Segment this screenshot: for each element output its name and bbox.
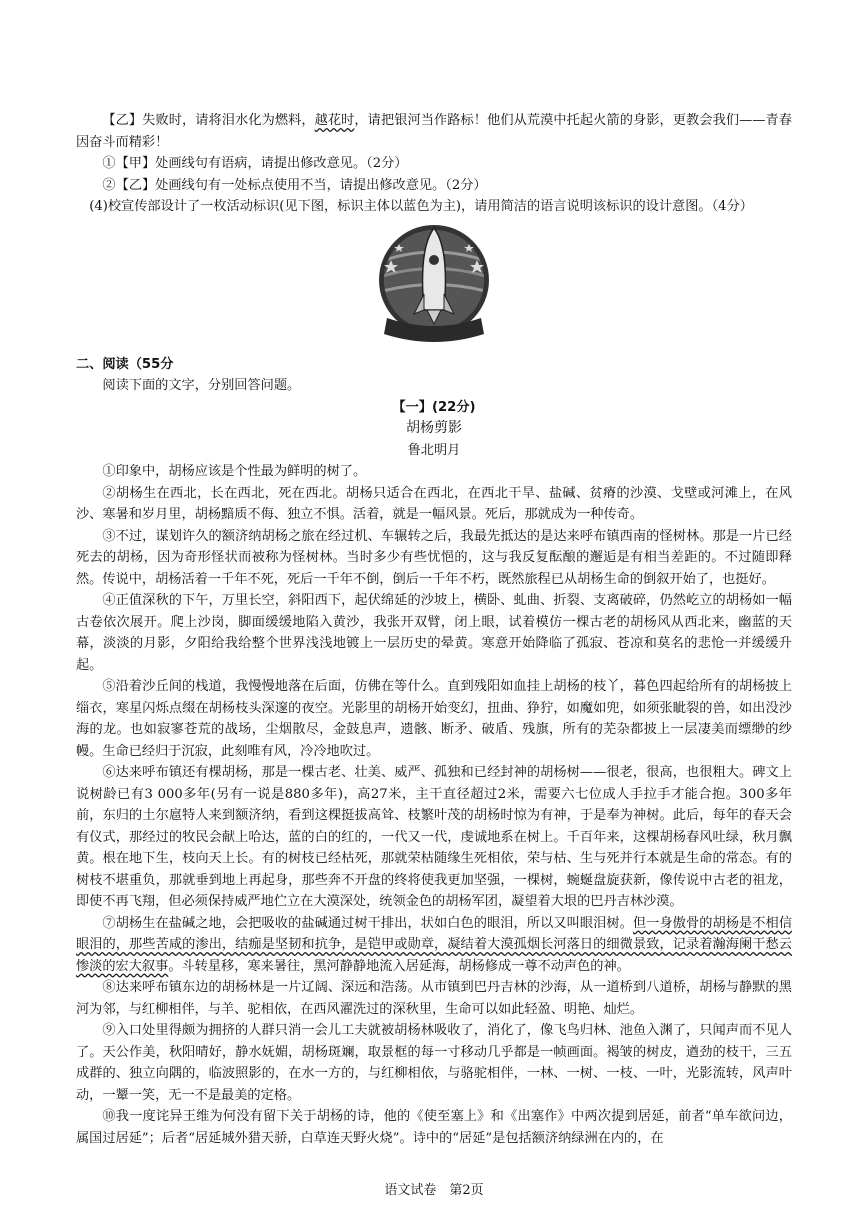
part-label: 【一】(22分) <box>392 399 476 415</box>
p7-wavy: 但一身傲骨的胡杨是不相信眼泪的，那些苦咸的渗出，结痂是坚韧和抗争，是铠甲或勋章，凝结着大漠孤烟长河落日的细微景致，记录着瀚海阑干愁云惨淡的宏大叙事 <box>76 915 793 974</box>
logo-container <box>76 222 792 350</box>
intro-paragraph <box>76 110 792 153</box>
paragraph-8: ⑧达来呼布镇东边的胡杨林是一片辽阔、深远和浩荡。从市镇到巴丹吉林的沙海，从一道桥到八道桥，胡杨与静默的黑河为邻，与红柳相伴，与羊、驼相依，在西风濯洗过的深秋里，生命可以如此轻盈、明艳、灿烂。 <box>76 980 792 1017</box>
article-author: 鲁北明月 <box>407 442 461 458</box>
paragraph-4: ④正值深秋的下午，万里长空，斜阳西下，起伏绵延的沙坡上，横卧、虬曲、折裂、支离破碎，仍然屹立的胡杨如一幅古卷依次展开。爬上沙岗，脚面缓缓地陷入黄沙，我张开双臂，闭上眼，试着模仿一棵古老的胡杨风从西北来，幽蓝的天幕，淡淡的月影，夕阳给我给整个世界浅浅地镀上一层历史的晕黄。寒意开始降临了孤寂、苍凉和莫名的悲怆一并缓缓升起。 <box>76 593 792 673</box>
article-title: 胡杨剪影 <box>406 420 462 436</box>
paragraph-10: ⑩我一度诧异王维为何没有留下关于胡杨的诗，他的《使至塞上》和《出塞作》中两次提到居延，前者“单车欲问边，属国过居延”；后者“居延城外猎天骄，白草连天野火烧”。诗中的“居延”是包括额济纳绿洲在内的，在 <box>76 1109 792 1146</box>
intro-end: ，请把银河当作路标！他们从荒漠中托起火箭的身影，更教会我们——青春因奋斗而精彩！ <box>76 113 792 150</box>
rocket-emblem-icon <box>369 222 499 350</box>
paragraph-9: ⑨入口处里得颇为拥挤的人群只消一会儿工夫就被胡杨林吸收了，消化了，像飞鸟归林、池鱼入渊了，只闻声而不见人了。天公作美，秋阳晴好，静水妩媚，胡杨斑斓，取景框的每一寸移动几乎都是一帧画面。褐皱的树皮，遒劲的枝干，三五成群的、独立向隅的，临波照影的，在水一方的，与红柳相依，与骆驼相伴，一林、一树、一枝、一叶，光影流转，风声叶动，一颦一笑，无一不是最美的定格。 <box>76 1023 792 1103</box>
paragraph-5: ⑤沿着沙丘间的栈道，我慢慢地落在后面，仿佛在等什么。直到残阳如血挂上胡杨的枝丫，暮色四起给所有的胡杨披上缁衣，寒星闪烁点缀在胡杨枝头深邃的夜空。光影里的胡杨开始变幻，扭曲、狰狞，如魔如兜，如须张眦裂的兽，如出没沙海的龙。也如寂寥苍荒的战场，尘烟散尽，金鼓息声，遗骸、断矛、破盾、残旗，所有的芜杂都披上一层凄美而缥缈的纱幔。生命已经归于沉寂，此刻唯有风，冷冷地吹过。 <box>76 679 792 759</box>
paragraph-3: ③不过，谋划许久的额济纳胡杨之旅在经过机、车辗转之后，我最先抵达的是达来呼布镇西南的怪树林。那是一片已经死去的胡杨，因为奇形怪状而被称为怪树林。当时多少有些忧悒的，这与我反复酝酿的邂逅是有相当差距的。不过随即释然。传说中，胡杨活着一千年不死，死后一千年不倒，倒后一千年不朽，既然旅程已从胡杨生命的倒叙开始了，也挺好。 <box>76 528 792 587</box>
question-2: ②【乙】处画线句有一处标点使用不当，请提出修改意见。（2分） <box>102 177 487 193</box>
exam-page <box>76 110 792 1149</box>
paragraph-1: ①印象中，胡杨应该是个性最为鲜明的树了。 <box>102 464 367 479</box>
reading-instruction: 阅读下面的文字，分别回答问题。 <box>102 378 301 393</box>
question-4: (4)校宣传部设计了一枚活动标识(见下图，标识主体以蓝色为主)，请用简洁的语言说明该标识的设计意图。（4分） <box>89 199 753 214</box>
paragraph-7 <box>76 913 792 978</box>
p7-start: ⑦胡杨生在盐碱之地，会把吸收的盐碱通过树干排出，状如白色的眼泪，所以又叫眼泪树。 <box>102 915 633 931</box>
p7-end: 。斗转星移，寒来暑往，黑河静静地流入居延海，胡杨修成一尊不动声色的神。 <box>168 958 630 974</box>
section-title: 二、阅读（55分 <box>76 356 174 372</box>
question-1: ①【甲】处画线句有语病，请提出修改意见。（2分） <box>102 156 408 171</box>
paragraph-6: ⑥达来呼布镇还有棵胡杨，那是一棵古老、壮美、威严、孤独和已经封神的胡杨树——很老，很高，也很粗大。碑文上说树龄已有3 000多年(另有一说是880多年)，高27米，主干直径超过2米，需要六七位成人手拉手才能合抱。300多年前，东归的土尔扈特人来到额济纳，看到这棵挺拔高耸、枝繁叶茂的胡杨时惊为有神，于是奉为神树。此后，每年的春天会有仪式，那经过的牧民会献上哈达，蓝的白的红的，一代又一代，虔诚地系在树上。千百年来，这棵胡杨春风吐绿，秋月飘黄。根在地下生，枝向天上长。有的树枝已经枯死，那就荣枯随缘生死相依，荣与枯、生与死并行本就是生命的常态。有的树枝不堪重负，那就垂到地上再起身，那些奔不开盘的终将使我更加坚强，一棵树，蜿蜒盘旋获新，像传说中古老的祖龙，即使不再飞翔，但必须保持威严地伫立在大漠深处，统领金色的胡杨军团，凝望着大垠的巴丹吉林沙漠。 <box>76 765 792 909</box>
intro-wavy: 越花时 <box>314 113 355 128</box>
intro-start: 【乙】失败时，请将泪水化为燃料， <box>102 113 315 128</box>
page-footer: 语文试卷 第2页 <box>384 1183 484 1198</box>
paragraph-2: ②胡杨生在西北，长在西北，死在西北。胡杨只适合在西北，在西北干旱、盐碱、贫瘠的沙漠、戈壁或河滩上，在风沙、寒暑和岁月里，胡杨黯质不侮、独立不惧。活着，就是一幅风景。死后，那就成为一种传奇。 <box>76 485 792 522</box>
